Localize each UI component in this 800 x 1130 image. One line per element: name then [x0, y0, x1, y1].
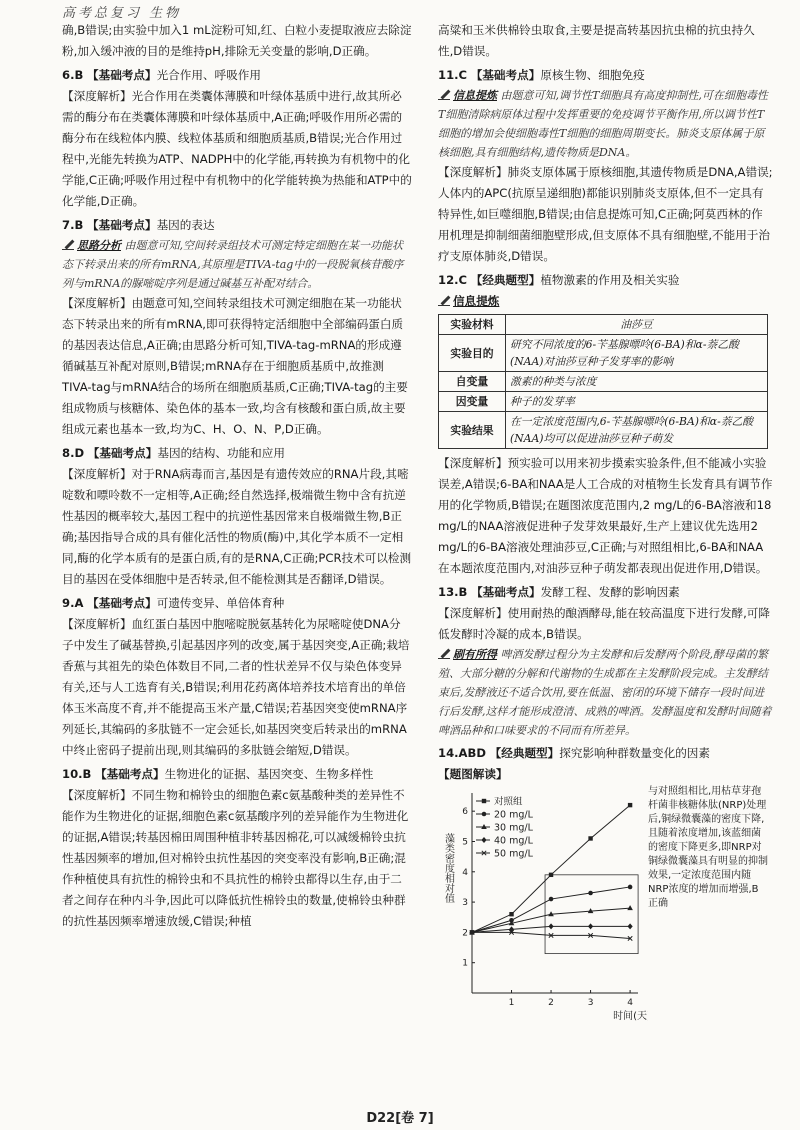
legend-label: 对照组 [494, 796, 523, 808]
data-point [628, 803, 632, 807]
table-row: 自变量 激素的种类与浓度 [439, 372, 768, 392]
data-point [627, 923, 632, 929]
data-point [588, 891, 593, 896]
legend-marker [482, 812, 487, 817]
x-tick-label: 3 [587, 998, 594, 1008]
y-tick-label: 1 [462, 958, 468, 969]
chart-annotation: 与对照组相比,用枯草芽孢杆菌非核糖体肽(NRP)处理后,铜绿微囊藻的密度下降,且随着浓度增加,该蓝细菌的密度下降更多,即NRP对铜绿微囊藻具有明显的抑制效果,一定浓度范围内随NRP浓度的增加而增强,B正确 [648, 786, 768, 909]
answer-7: 7.B 【基础考点】基因的表达 思路分析 由题意可知,空间转录组技术可测定特定细胞在某一功能状态下转录出来的所有mRNA,其原理是TIVA-tag中的一段脱氧核苷酸序列与mRNA的脲嘧啶序列是通过碱基互补配对结合。 【深度解析】由题意可知,空间转录组技术可测定细胞在某一功能状态下转录出来的所有mRNA,即可获得特定活细胞中全部编码蛋白质的基因表达信息,A正确;由思路分析可知,TIVA-tag-mRNA的形成遵循碱基互补配对原则,B错误;mRNA存在于细胞质基质中,故推测TIVA-tag与mRNA结合的场所在细胞质基质,C正确;TIVA-tag的主要组成物质与核糖体、染色体的基本一致,均含有核酸和蛋白质,故主要组成元素也基本一致,均为C、H、O、N、P,D正确。 [62, 218, 408, 436]
legend-marker [481, 837, 486, 843]
left-column [62, 20, 412, 932]
legend-label: 40 mg/L [494, 835, 533, 847]
answer-10: 10.B 【基础考点】生物进化的证据、基因突变、生物多样性 【深度解析】不同生物和棉铃虫的细胞色素c氨基酸种类的差异性不能作为生物进化的证据,细胞色素c氨基酸序列的差异能作为生物进化的证据,A错误;转基因棉田周围种植非转基因棉花,可以减缓棉铃虫抗性基因频率的增加,但对棉铃虫抗性基因的突变率没有影响,B正确;混作种植使具有抗性的棉铃虫和不具抗性的棉铃虫都得以生存,由于二者之间存在种内斗争,因此可以降低抗性棉铃虫的数量,使棉铃虫种群的抗性基因频率增速放缓,C错误;种植 [62, 767, 409, 928]
data-point [548, 923, 553, 929]
data-point [628, 885, 633, 890]
table-row: 实验材料 油莎豆 [439, 315, 768, 335]
legend-label: 50 mg/L [494, 848, 533, 860]
y-tick-label: 4 [462, 867, 468, 878]
answer-13: 13.B 【基础考点】发酵工程、发酵的影响因素 【深度解析】使用耐热的酿酒酵母,能在较高温度下进行发酵,可降低发酵时冷凝的成本,B错误。 刷有所得 啤酒发酵过程分为主发酵和后发酵两个阶段,酵母菌的繁殖、大部分糖的分解和代谢物的生成都在主发酵阶段完成。主发酵结束后,发酵液还不适合饮用,要在低温、密闭的环境下储存一段时间进行后发酵,这样才能形成澄清、成熟的啤酒。发酵温度和发酵时间随着啤酒品种和口味要求的不同而有所差异。 [438, 585, 772, 737]
answer-12: 12.C 【经典题型】植物激素的作用及相关实验 信息提炼 实验材料 油莎豆 实验目的 研究不同浓度的6-苄基腺嘌呤(6-BA)和α-萘乙酸(NAA)对油莎豆种子发芽率的影响 自变量 激素的种类与浓度 因变量 种子的发芽率 实验结果 在一定浓度范围内,6-苄基腺嘌呤(6-BA)和α-萘乙酸(NAA)均可以促进油莎豆种子萌发 【深度解析】预实验可以用来初步摸索实验条件,但不能减小实验误差,A错误;6-BA和NAA是人工合成的对植物生长发育具有调节作用的化学物质,B错误;在题图浓度范围内,2 mg/L的6-BA溶液和18 mg/L的NAA溶液促进种子发芽效果最好,生产上建议优先选用2 mg/L的6-BA溶液处理油莎豆,C正确;与对照组相比,6-BA和NAA在本题浓度范围内,对油莎豆种子萌发都表现出促进作用,D错误。 [438, 273, 773, 575]
highlight-box [545, 875, 638, 954]
legend-marker [482, 799, 486, 803]
data-point [509, 926, 514, 932]
x-tick-label: 2 [548, 998, 554, 1008]
data-point [627, 905, 633, 910]
data-point [588, 836, 592, 840]
table-row: 实验目的 研究不同浓度的6-苄基腺嘌呤(6-BA)和α-萘乙酸(NAA)对油莎豆种子发芽率的影响 [439, 335, 768, 372]
x-tick-label: 4 [627, 998, 633, 1008]
answer-6: 6.B 【基础考点】光合作用、呼吸作用 【深度解析】光合作用在类囊体薄膜和叶绿体基质中进行,故其所必需的酶分布在类囊体薄膜和叶绿体基质中,A正确;呼吸作用所必需的酶分布在线粒体内膜、线粒体基质和细胞质基质,B错误;光合作用过程中,光能先转换为ATP、NADPH中的化学能,再转换为有机物中的化学能,C正确;呼吸作用过程中有机物中的化学能转换为热能和ATP中的化学能,D正确。 [62, 68, 412, 208]
page-footer: D22[卷 7] [366, 1111, 434, 1126]
chart-area [438, 785, 774, 1025]
answer-11: 11.C 【基础考点】原核生物、细胞免疫 信息提炼 由题意可知,调节性T细胞具有高度抑制性,可在细胞毒性T细胞清除病原体过程中发挥重要的免疫调节平衡作用,所以调节性T细胞的增加会使细胞毒性T细胞的细胞周期变长。肺炎支原体属于原核细胞,具有细胞结构,遗传物质是DNA。 【深度解析】肺炎支原体属于原核细胞,其遗传物质是DNA,A错误;人体内的APC(抗原呈递细胞)都能识别肺炎支原体,但不一定具有特异性,如巨噬细胞,B错误;由信息提炼可知,C正确;阿莫西林的作用机理是抑制细菌细胞壁形成,但支原体不具有细胞壁,不能用于治疗支原体肺炎,D错误。 [438, 68, 773, 263]
y-axis-label: 藻类密度相对值 [442, 833, 454, 903]
data-point [549, 897, 554, 902]
y-tick-label: 5 [462, 837, 468, 848]
answer-8: 8.D 【基础考点】基因的结构、功能和应用 【深度解析】对于RNA病毒而言,基因是有遗传效应的RNA片段,其嘧啶数和嘌呤数不一定相等,A正确;经自然选择,极端微生物中含有抗逆性基因的概率较大,基因工程中的抗逆性基因常来自极端微生物,B正确;基因指导合成的具有催化活性的物质(酶)中,其化学本质不一定相同,酶的化学本质有的是蛋白质,有的是RNA,C正确;PCR技术可以检测目的基因在受体细胞中是否转录,但不能检测其是否翻译,D错误。 [62, 446, 412, 586]
answer-14: 14.ABD 【经典题型】探究影响种群数量变化的因素 【题图解读】 1 2 3 4 5 6 1 2 3 4 时间(天) 藻类密度相对值 对照组 20 mg/L 30 mg/L 40 mg/L 50 mg/L 与对照组相比,用枯草芽孢杆菌非核糖体肽(NRP)处理后,铜绿微囊藻的密度下降,且随着浓度增加,该蓝细菌的密度下降更多,即NRP对铜绿微囊藻具有明显的抑制效果,一定浓度范围内随NRP浓度的增加而增强,B正确 [438, 743, 774, 1025]
table-row: 因变量 种子的发芽率 [439, 392, 768, 412]
continued-text: 高粱和玉米供棉铃虫取食,主要是提高转基因抗虫棉的抗虫持久性,D错误。 [438, 23, 755, 58]
legend-label: 20 mg/L [494, 809, 533, 821]
data-point [588, 923, 593, 929]
pen-icon [438, 89, 450, 100]
answer-9: 9.A 【基础考点】可遗传变异、单倍体育种 【深度解析】血红蛋白基因中胞嘧啶脱氨基转化为尿嘧啶使DNA分子中发生了碱基替换,引起基因序列的改变,属于基因突变,A正确;栽培香蕉与其祖先的染色体数目不同,二者的性状差异不仅与染色体变异有关,还与人工选育有关,B错误;利用花药离体培养技术培育出的单倍体玉米高度不育,并不能提高玉米产量,C错误;若基因突变使mRNA序列延长,其编码的多肽链不一定会延长,如基因突变后转录出的mRNA中终止密码子提前出现,则其编码的多肽链会缩短,D错误。 [62, 596, 410, 757]
pen-icon [438, 648, 450, 659]
table-row: 实验结果 在一定浓度范围内,6-苄基腺嘌呤(6-BA)和α-萘乙酸(NAA)均可以促进油莎豆种子萌发 [439, 412, 768, 449]
legend-label: 30 mg/L [494, 822, 533, 834]
right-column [438, 20, 774, 1025]
line-chart [438, 785, 648, 1025]
x-axis-label: 时间(天) [613, 1011, 648, 1022]
intro-text: 确,B错误;由实验中加入1 mL淀粉可知,红、白粒小麦提取液应去除淀粉,加入缓冲液的目的是维持pH,排除无关变量的影响,D正确。 [62, 23, 412, 58]
info-table [438, 314, 768, 449]
y-tick-label: 6 [462, 807, 468, 818]
y-tick-label: 3 [462, 898, 468, 909]
y-tick-label: 2 [462, 928, 468, 939]
data-point [509, 912, 513, 916]
pen-icon [62, 239, 74, 250]
page-header: 高考总复习 生物 [62, 6, 182, 21]
pen-icon [438, 295, 450, 306]
x-tick-label: 1 [508, 998, 515, 1008]
data-point [549, 873, 553, 877]
